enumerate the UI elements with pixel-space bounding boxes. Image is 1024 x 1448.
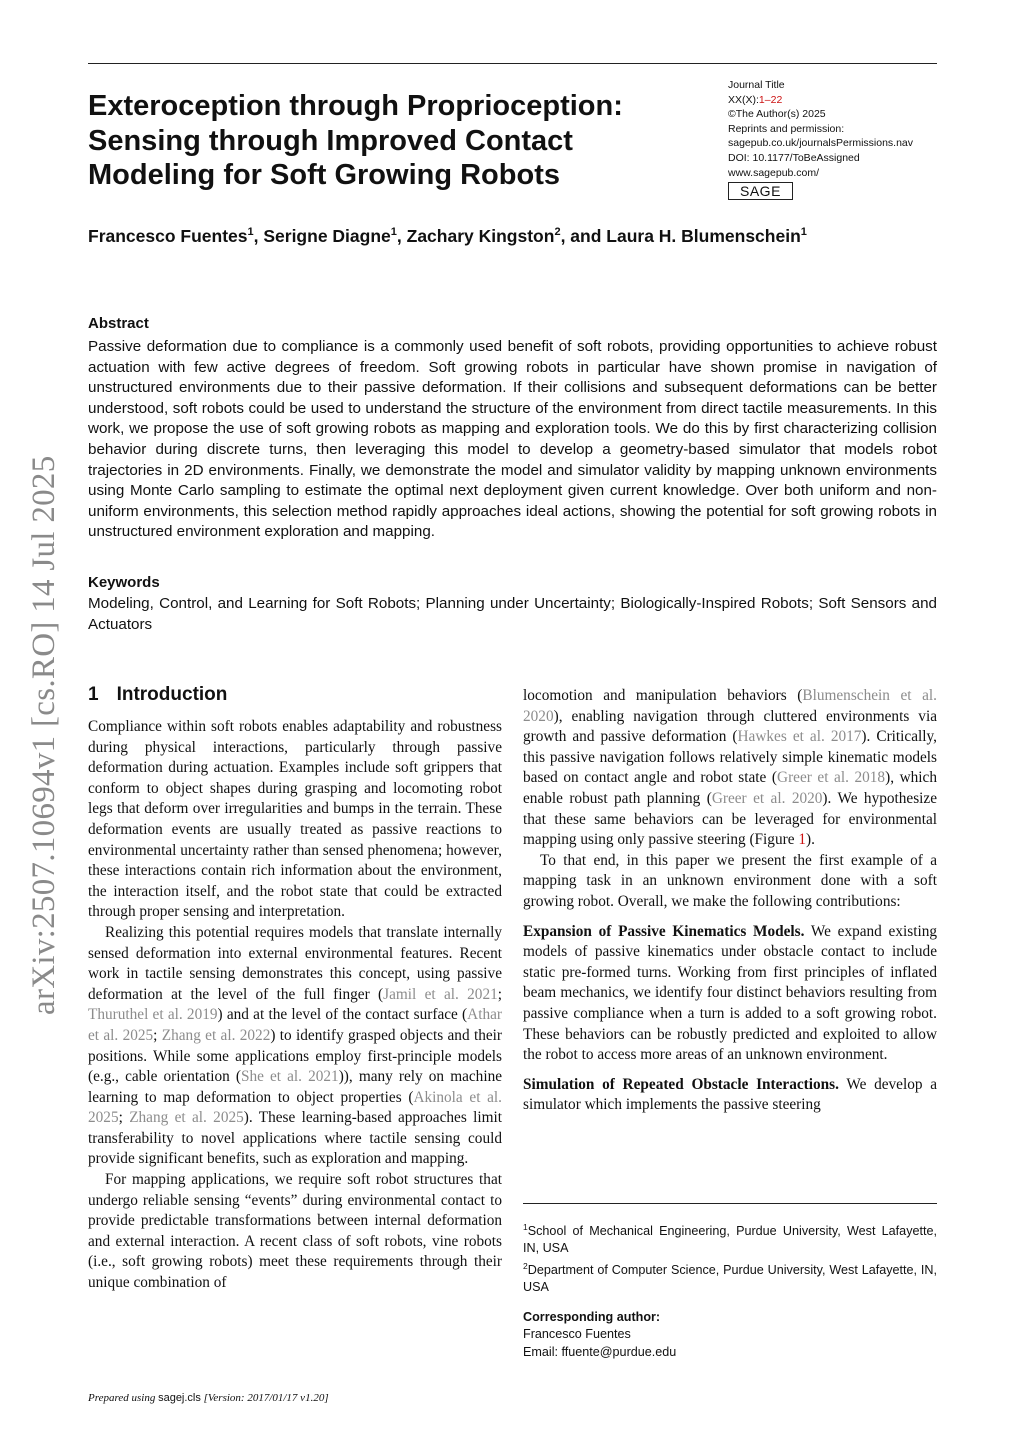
contribution-heading: Expansion of Passive Kinematics Models. (523, 922, 805, 940)
doi: DOI: 10.1177/ToBeAssigned (728, 151, 860, 164)
footnote-rule (523, 1203, 937, 1204)
citation-link[interactable]: Hawkes et al. 2017 (737, 728, 862, 746)
paper-title (88, 89, 688, 193)
corresponding-author-email[interactable]: Email: ffuente@purdue.edu (523, 1344, 677, 1359)
figure-link[interactable]: 1 (798, 831, 806, 849)
header-rule (88, 63, 937, 64)
journal-name: Journal Title (728, 79, 785, 91)
paragraph: Realizing this potential requires models that translate internally sensed deformation into external environmental features. Recent work in tactile sensing demonstrates this concept, using passive deformation at the level of the full finger (Jamil et al. 2021; Thuruthel et al. 2019) and at the level of the contact surface (Athar et al. 2025; Zhang et al. 2022) to identify grasped objects and their positions. While some applications employ first-principle models (e.g., cable orientation (She et al. 2021)), many rely on machine learning to map deformation to object properties (Akinola et al. 2025; Zhang et al. 2025). These learning-based approaches limit transferability to novel applications where tactile sensing could provide significant benefits, such as exploration and mapping. (88, 923, 503, 1168)
author-name: Francesco Fuentes (88, 226, 248, 246)
citation-link[interactable]: Thuruthel et al. 2019 (88, 1006, 218, 1024)
section-title: Introduction (116, 684, 228, 705)
contribution-heading: Simulation of Repeated Obstacle Interactions. (523, 1075, 839, 1093)
citation-link[interactable]: Zhang et al. 2022 (161, 1026, 271, 1044)
keywords-text: Modeling, Control, and Learning for Soft Robots; Planning under Uncertainty; Biologically-Inspired Robots; Soft Sensors and Actuators (88, 595, 937, 633)
citation-link[interactable]: Zhang et al. 2025 (129, 1109, 244, 1127)
prepared-using-footer: Prepared using sagej.cls [Version: 2017/01/17 v1.20] (88, 1392, 329, 1404)
sage-logo: SAGE (728, 182, 793, 200)
paragraph: locomotion and manipulation behaviors (Blumenschein et al. 2020), enabling navigation through cluttered environments via growth and passive deformation (Hawkes et al. 2017). Critically, this passive navigation follows relatively simple kinematic models based on contact angle and robot state (Greer et al. 2018), which enable robust path planning (Greer et al. 2020). We hypothesize that these same behaviors can be leveraged for environmental mapping using only passive steering (Figure 1). (523, 687, 937, 849)
citation-link[interactable]: Jamil et al. 2021 (383, 985, 498, 1003)
paragraph: Compliance within soft robots enables adaptability and robustness during physical interactions, particularly through passive deformation during actuation. Examples include soft grippers that conform to object shapes during grasping and locomoting robot legs that deform over irregularities and bumps in the terrain. These deformation events are usually treated as passive reactions to environmental uncertainty rather than sensed phenomena; however, these interactions contain rich information about the environment, the interaction itself, and the robot state that could be extracted through proper sensing and interpretation. (88, 718, 502, 921)
citation-link[interactable]: Akinola et al. 2025 (88, 1088, 502, 1127)
title-line: Sensing through Improved Contact (88, 124, 573, 157)
citation-link[interactable]: Athar et al. 2025 (88, 1006, 502, 1044)
author-list: Francesco Fuentes$^1$, Serigne Diagne$^1$, Zachary Kingston$^2$, and Laura H. Blumenschein$^1$ (88, 226, 807, 246)
affiliation-mark: 1 (800, 226, 807, 239)
citation-link[interactable]: Greer et al. 2020 (711, 789, 823, 807)
affiliation-footnote: $^2$Department of Computer Science, Purdue University, West Lafayette, IN, USA (523, 1260, 937, 1294)
corresponding-author-heading: Corresponding author: (523, 1310, 661, 1325)
title-line: Modeling for Soft Growing Robots (88, 159, 560, 191)
left-column (88, 717, 502, 1294)
author-name: Serigne Diagne (263, 226, 391, 246)
section-number: 1 (88, 684, 99, 705)
affiliation-mark: 2 (554, 226, 561, 239)
section-heading (88, 684, 227, 706)
reprints-label: Reprints and permission: (728, 122, 845, 135)
affiliation-mark: 1 (247, 226, 254, 239)
abstract-heading: Abstract (88, 315, 149, 332)
copyright: ©The Author(s) 2025 (728, 108, 826, 121)
corresponding-author-name: Francesco Fuentes (523, 1327, 631, 1342)
right-column (523, 686, 937, 1116)
citation-link[interactable]: She et al. 2021 (240, 1068, 339, 1086)
page-range-link[interactable]: 1–22 (758, 93, 783, 106)
citation-link[interactable]: Greer et al. 2018 (777, 769, 886, 787)
contribution-paragraph: Expansion of Passive Kinematics Models. We expand existing models of passive kinematics under obstacle contact to include static pre-formed turns. Working from first principles of inflated beam mechanics, we identify four distinct behaviors resulting from passive compliance when a turn is added to a soft growing robot. These behaviors can be robustly predicted and exploited to allow the robot to access more areas of an unknown environment. (523, 922, 937, 1064)
abstract-text: Passive deformation due to compliance is a commonly used benefit of soft robots, providing opportunities to achieve robust actuation with few active degrees of freedom. Soft growing robots in particular have shown promise in navigation of unstructured environments due to their passive deformation. If their collisions and subsequent deformations can be better understood, soft robots could be used to understand the structure of the environment from direct tactile measurements. In this work, we propose the use of soft growing robots as mapping and exploration tools. We do this by first characterizing collision behavior during discrete turns, then leveraging this model to develop a geometry-based simulator that models robot trajectories in 2D environments. Finally, we demonstrate the model and simulator validity by mapping unknown environments using Monte Carlo sampling to estimate the optimal next deployment given current knowledge. Over both uniform and non-uniform environments, this selection method rapidly approaches ideal actions, showing the potential for soft growing robots in unstructured environment exploration and mapping. (88, 338, 937, 541)
journal-info (728, 78, 948, 201)
journal-volume: XX(X):1–22 (728, 93, 783, 106)
keywords-heading: Keywords (88, 574, 160, 591)
paragraph: To that end, in this paper we present the first example of a mapping task in an unknown environment done with a soft growing robot. Overall, we make the following contributions: (523, 851, 937, 910)
footnotes (523, 1219, 937, 1361)
contribution-paragraph: Simulation of Repeated Obstacle Interactions. We develop a simulator which implements the passive steering (523, 1075, 937, 1114)
author-name: Zachary Kingston (406, 226, 555, 246)
citation-link[interactable]: Blumenschein et al. 2020 (523, 687, 937, 725)
arxiv-identifier: arXiv:2507.10694v1 [cs.RO] 14 Jul 2025 (26, 455, 62, 1015)
publisher-site[interactable]: www.sagepub.com/ (728, 166, 820, 179)
paragraph: For mapping applications, we require soft robot structures that undergo reliable sensing “events” during environmental contact to provide predictable transformations between internal deformation and external interaction. A recent class of soft robots, vine robots (i.e., soft growing robots) meet these requirements through their unique combination of (88, 1171, 502, 1292)
author-name: Laura H. Blumenschein (606, 226, 801, 246)
affiliation-mark: 1 (390, 226, 397, 239)
affiliation-footnote: $^1$School of Mechanical Engineering, Purdue University, West Lafayette, IN, USA (523, 1222, 937, 1256)
reprints-url[interactable]: sagepub.co.uk/journalsPermissions.nav (728, 137, 914, 150)
title-line: Exteroception through Proprioception: (88, 90, 623, 122)
